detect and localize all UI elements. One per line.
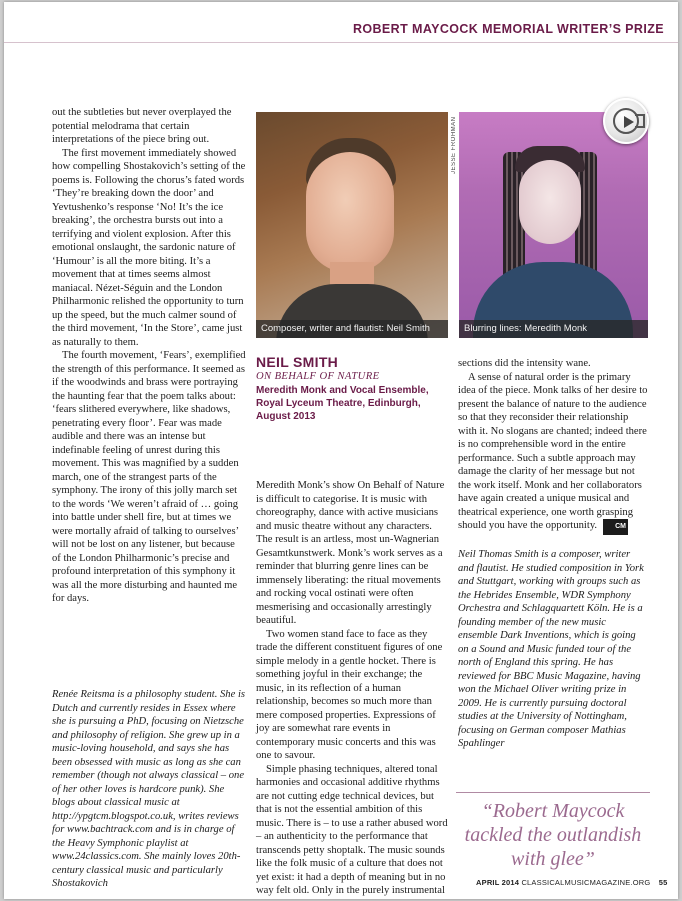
paragraph: Simple phasing techniques, altered tonal harmonies and occasional additive rhythms are not cutting edge technical devices, but that is not the essential ambition of this music. There is – to use a rather abused word – an authenticity to the performance that transcends petty shoptalk. The music sounds like the folk music of a culture that does not yet exist: it had a depth of meaning but in no way felt old. Only in the purely instrumental — [256, 763, 448, 896]
section-header: ROBERT MAYCOCK MEMORIAL WRITER’S PRIZE — [352, 22, 664, 36]
bio-text: Neil Thomas Smith is a composer, writer and flautist. He studied composition in York and Stuttgart, working with groups such as the Hebrides Ensemble, WDR Symphony Orchestra and Schlagquartett Köln. He is a founding member of the new music ensemble Dark Inventions, which is going on a Sound and Music funded tour of the north of England this spring. He has reviewed for BBC Music Magazine, having won the Michael Oliver writing prize in 2009. He is currently pursuing doctoral studies at the University of Nottingham, focusing on German composer Mathias Spahlinger — [458, 549, 644, 749]
review-title: ON BEHALF OF NATURE — [256, 371, 380, 382]
paragraph: Meredith Monk’s show On Behalf of Nature is difficult to categorise. It is music with choreography, dance with active musicians and music theatre without any characters. The result is an artless, most un-Wagnerian Gesamtkunstwerk. Monk’s work serves as a reminder that blurring genre lines can be immensely liberating: the ritual movements and rocking vocal ostinati were often mesmerising and occasionally arrestingly beautiful. — [256, 480, 445, 626]
paragraph: The first movement immediately showed how compelling Shostakovich’s setting of the poems is. Following the chorus’s fated words ‘They’re breaking down the door’ and Yevtushenko’s response ‘No! It’s the ice breaking’, the orchestra bursts out into a terrifying and violent explosion. After this emotional onslaught, the sardonic nature of ‘Humour’ is all the more biting. It’s a movement that at times seems almost maniacal. Nézet-Séguin and the London Philharmonic relished the opportunity to turn up the speed, but the much calmer sound of the third movement, ‘In the Store’, came just as naturally to them. — [52, 147, 246, 348]
photo-caption: Blurring lines: Meredith Monk — [459, 320, 648, 338]
photo-credit: JESSE FROHMAN — [451, 116, 457, 174]
header-rule — [4, 42, 678, 43]
review-author-name: NEIL SMITH — [256, 354, 339, 370]
photo-face — [306, 152, 394, 272]
video-play-icon[interactable] — [603, 98, 649, 144]
paragraph: The fourth movement, ‘Fears’, exemplified the strength of this performance. It seemed as if the woodwinds and brass were portraying the haunting fear that the poem talks about: ‘fears slithered everywhere, like shadows, penetrating every floor’. Fear was made audible and there was an intense but indefinable feeling of unrest during this movement. This was magnified by a sudden march, one of the strangest parts of the symphony. The irony of this jolly march set to the words ‘We weren’t afraid of … going into battle under shell fire, but at times we were mortally afraid of talking to ourselves’ will not be lost on any listener, but because of the London Philharmonic’s precise and profound interpretation of this symphony it was all the more disturbing and haunted me for days. — [52, 350, 246, 604]
paragraph: Two women stand face to face as they trade the different constituent figures of one simple melody in a gentle hocket. There is something joyful in their exchange; the music, in its reflection of a human relationship, becomes so much more than mere composed properties. Expressions of joy are somewhat rare events in contemporary music concerts and this was one to savour. — [256, 628, 443, 761]
pull-quote-text: “Robert Maycock tackled the outlandish with glee” — [464, 800, 642, 870]
footer-issue: APRIL 2014 — [476, 878, 520, 887]
pull-quote — [456, 792, 650, 871]
column-3 — [458, 357, 648, 535]
review-details: Meredith Monk and Vocal Ensemble, Royal Lyceum Theatre, Edinburgh, August 2013 — [256, 385, 429, 422]
page-number: 55 — [658, 878, 668, 887]
review-header — [256, 354, 450, 423]
author-bio-reitsma — [52, 688, 246, 891]
photo-caption: Composer, writer and flautist: Neil Smith — [256, 320, 448, 338]
paragraph — [458, 371, 648, 535]
photo-face — [519, 160, 581, 244]
footer-site: CLASSICALMUSICMAGAZINE.ORG — [521, 878, 651, 887]
end-mark-badge: CM — [603, 519, 628, 535]
film-strip-icon — [635, 114, 645, 128]
column-2 — [256, 479, 450, 898]
paragraph-text: A sense of natural order is the primary idea of the piece. Monk talks of her desire to present the balance of nature to the audience so that they reconsider their relationship with it. No slogans are chanted; indeed there is no comprehensible word in the entire performance. Such a subtle approach may damage the clarity of her message but not the work itself. Monk and her collaborators have again created a unique musical and theatrical experience, one worth grasping should you have the opportunity. — [458, 371, 648, 531]
magazine-page — [4, 2, 678, 899]
play-triangle-icon — [624, 116, 634, 128]
photo-neil-smith — [256, 112, 448, 338]
page-footer — [476, 878, 667, 887]
photo-meredith-monk — [459, 112, 648, 338]
paragraph: sections did the intensity wane. — [458, 358, 591, 369]
author-bio-smith — [458, 548, 648, 751]
paragraph: out the subtleties but never overplayed the potential melodrama that certain interpretations of the piece bring out. — [52, 107, 232, 145]
column-1 — [52, 106, 246, 606]
bio-text: Renée Reitsma is a philosophy student. She is Dutch and currently resides in Essex where she is pursuing a PhD, focusing on Nietzsche and philosophy of religion. She grew up in a music-loving household, and says she has been obsessed with music as long as she can remember (though not always classical – one of her other loves is hardcore punk). She blogs about classical music at http://ypgtcm.blogspot.co.uk, writes reviews for www.bachtrack.com and is in charge of the Heavy Symphonic playlist at www.24classics.com. She mainly loves 20th-century classical music and particularly Shostakovich — [52, 689, 246, 889]
